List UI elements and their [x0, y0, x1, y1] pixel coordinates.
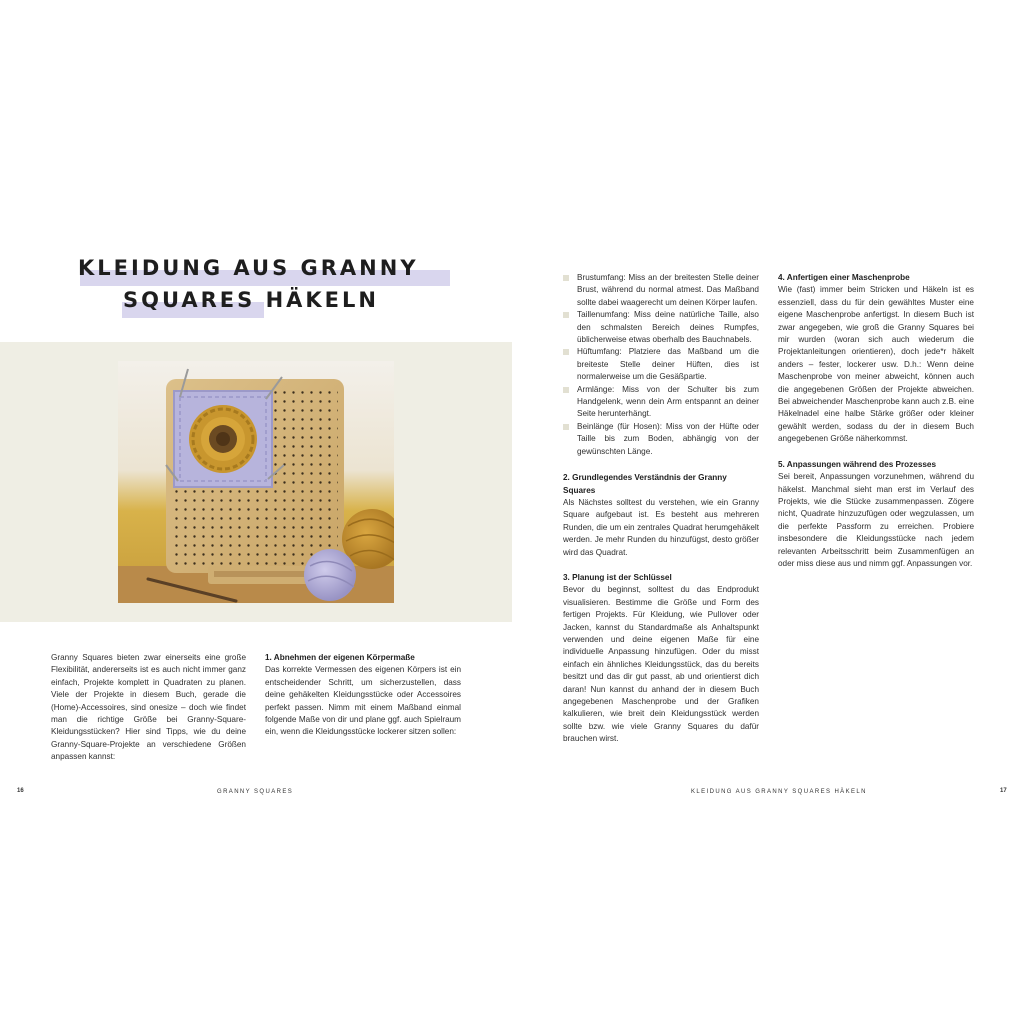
section-2-heading: 2. Grundlegendes Verständnis der Granny Squares — [563, 473, 727, 495]
list-item: Beinlänge (für Hosen): Miss von der Hüfte oder Taille bis zum Boden, abhängig von der gewünschten Länge. — [563, 421, 759, 458]
intro-paragraph — [51, 652, 246, 764]
page-title-line-2: SQUARES HÄKELN — [123, 288, 379, 312]
list-item: Taillenumfang: Miss deine natürliche Taille, also den schmalsten Bereich deines Rumpfes, üblicherweise etwas oberhalb des Bauchnabels. — [563, 309, 759, 346]
list-item: Hüftumfang: Platziere das Maßband um die breiteste Stelle deiner Hüften, dies ist normalerweise um die Gesäßpartie. — [563, 346, 759, 383]
bullet-square-icon — [563, 275, 569, 281]
section-body-measurements — [265, 652, 461, 739]
bullet-square-icon — [563, 424, 569, 430]
right-column-1 — [563, 272, 759, 746]
measurement-list — [563, 272, 759, 458]
bullet-square-icon — [563, 387, 569, 393]
list-item: Armlänge: Miss von der Schulter bis zum Handgelenk, wenn dein Arm entspannt an deiner Seite herunterhängt. — [563, 384, 759, 421]
section-3-text: Bevor du beginnst, solltest du das Endprodukt visualisieren. Bestimme die Größe und Form des fertigen Projekts. Für Kleidung, wie Pullover oder Jacken, kannst du Standardmaße als Anhaltspunkt verwenden und deine eigenen Maße für eine individuelle Anpassung hinzufügen. Oder du misst einfach ein ähnliches Kleidungsstück, das du bereits besitzt und das dir gut passt, ab und orientierst dich daran! Nun kannst du anhand der in diesem Buch angegebenen Maschenprobe und der Grafiken kalkulieren, wie breit dein Kleidungsstück werden sollte bzw. wie viele Granny Squares du dafür brauchen wirst. — [563, 585, 759, 744]
right-running-title: KLEIDUNG AUS GRANNY SQUARES HÄKELN — [691, 789, 867, 795]
section-2-text: Als Nächstes solltest du verstehen, wie ein Granny Square aufgebaut ist. Es besteht aus mehreren Runden, die um ein zentrales Quadrat herumgehäkelt werden. Je mehr Runden du hinzufügst, desto größer wird das Quadrat. — [563, 497, 759, 557]
right-page-number: 17 — [1000, 788, 1007, 794]
section-1-heading: 1. Abnehmen der eigenen Körpermaße — [265, 653, 415, 662]
section-4-text: Wie (fast) immer beim Stricken und Häkeln ist es essenziell, dass du für dein gewähltes Muster eine eigene Maschenprobe anfertigst. In diesem Buch ist zwar angegeben, wie groß die Granny Squares bei mir wurden (woran sich auch wiederum die Projektanleitungen orientieren), doch jede*r häkelt anders – fester, lockerer usw. D.h.: Wenn deine Maschenprobe von meiner abweicht, können auch die angegebenen Größen der Projekte abweichen. Bei abweichender Maschenprobe kann auch z.B. eine Häkelnadel eine halbe Stärke größer oder kleiner gewählt werden, sodass du der in diesem Buch angegebenen Größe näherkommst. — [778, 285, 974, 444]
page-title-line-1: KLEIDUNG AUS GRANNY — [78, 256, 419, 280]
section-3-heading: 3. Planung ist der Schlüssel — [563, 572, 672, 582]
left-page-number: 16 — [17, 788, 24, 794]
section-5-heading: 5. Anpassungen während des Prozesses — [778, 459, 937, 469]
list-item: Brustumfang: Miss an der breitesten Stelle deiner Brust, während du normal atmest. Das Maßband sollte dabei waagerecht um deinen Körper laufen. — [563, 272, 759, 309]
section-4-heading: 4. Anfertigen einer Maschenprobe — [778, 273, 910, 282]
intro-text: Granny Squares bieten zwar einerseits eine große Flexibilität, andererseits ist es auch nicht immer ganz einfach, Projekte komplett in Quadraten zu planen. Viele der Projekte in diesem Buch, gerade die (Home)-Accessoires, sind onesize – doch wie findet man die richtige Größe bei Granny-Square-Kleidungsstücken? Hier sind Tipps, wie du deine Granny-Square-Projekte an verschiedene Größen anpassen kannst: — [51, 653, 246, 762]
right-column-2 — [778, 272, 974, 570]
bullet-square-icon — [563, 312, 569, 318]
bullet-square-icon — [563, 349, 569, 355]
section-1-text: Das korrekte Vermessen des eigenen Körpers ist ein entscheidender Schritt, um sicherzustellen, dass deine gehäkelten Kleidungsstücke oder Accessoires perfekt passen. Nimm mit einem Maßband einmal folgende Maße von dir und plane ggf. auch Spielraum ein, wenn die Kleidungsstücke lockerer sitzen sollen: — [265, 665, 461, 737]
crochet-photo — [118, 361, 394, 603]
left-running-title: GRANNY SQUARES — [217, 789, 294, 795]
crochet-blocking-board-image — [118, 361, 394, 603]
section-5-text: Sei bereit, Anpassungen vorzunehmen, während du häkelst. Manchmal sieht man erst im Verlauf des Projekts, wie die Stücke zusammenpassen. Zögere nicht, Quadrate hinzuzufügen oder wegzulassen, um die perfekte Passform zu erreichen. Probiere insbesondere die Kleidungsstücke nach jedem relevanten Arbeitsschritt beim Zusammenfügen an oder miss diese aus und nimm ggf. Anpassungen vor. — [778, 472, 974, 568]
